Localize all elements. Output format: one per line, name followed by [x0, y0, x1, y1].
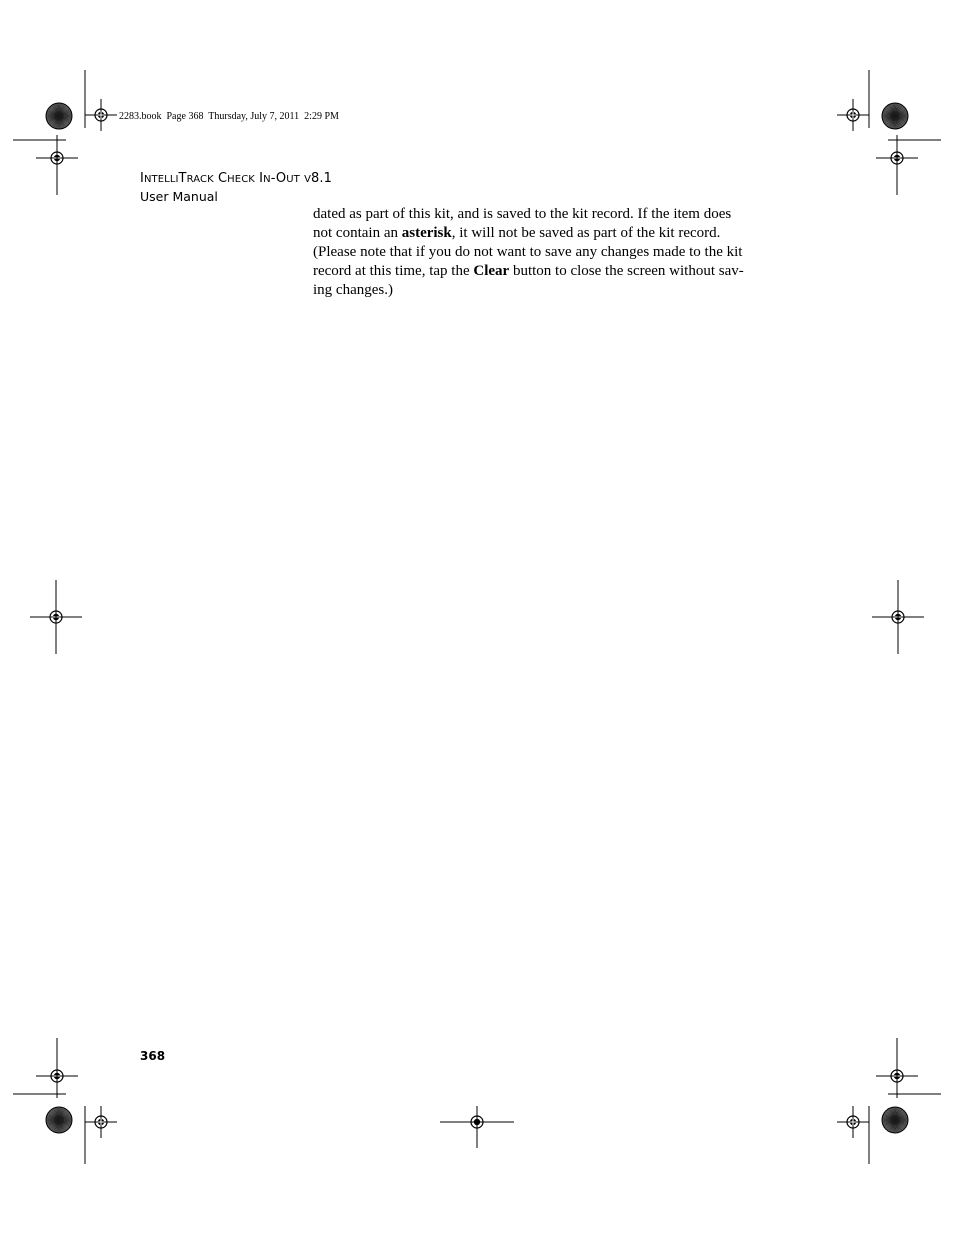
text-run: (Please note that if you do not want to save any changes made to the kit: [313, 244, 743, 260]
title-part: C: [213, 171, 228, 186]
print-slug: 2283.book Page 368 Thursday, July 7, 2011 2:29 PM: [119, 111, 339, 122]
text-line: [313, 243, 765, 262]
text-run: dated as part of this kit, and is saved to the kit record. If the item does: [313, 206, 732, 222]
bold-term: asterisk: [401, 225, 452, 241]
text-run: record at this time, tap the: [313, 263, 474, 279]
title-part: 8.1: [311, 171, 333, 186]
text-line: [313, 224, 765, 243]
title-part: NTELLI: [143, 174, 179, 185]
title-part: V: [304, 174, 312, 185]
body-paragraph: [313, 205, 765, 300]
running-head: [140, 171, 332, 205]
title-part: UT: [286, 174, 300, 185]
title-part: I: [140, 171, 144, 186]
product-title: [140, 171, 332, 188]
title-part: RACK: [186, 174, 214, 185]
manual-subtitle: User Manual: [140, 189, 218, 204]
text-line: [313, 281, 765, 300]
title-part: I: [254, 171, 264, 186]
title-part: N: [263, 174, 271, 185]
text-line: [313, 205, 765, 224]
bold-term: Clear: [473, 263, 510, 279]
text-run: button to close the screen without sav-: [509, 263, 744, 279]
title-part: T: [178, 171, 187, 186]
text-run: , it will not be saved as part of the kit record.: [451, 225, 721, 241]
page-number: 368: [140, 1049, 166, 1063]
text-run: not contain an: [313, 225, 402, 241]
text-run: ing changes.): [313, 282, 393, 298]
title-part: HECK: [227, 174, 255, 185]
title-part: -O: [270, 171, 287, 186]
text-line: [313, 262, 765, 281]
